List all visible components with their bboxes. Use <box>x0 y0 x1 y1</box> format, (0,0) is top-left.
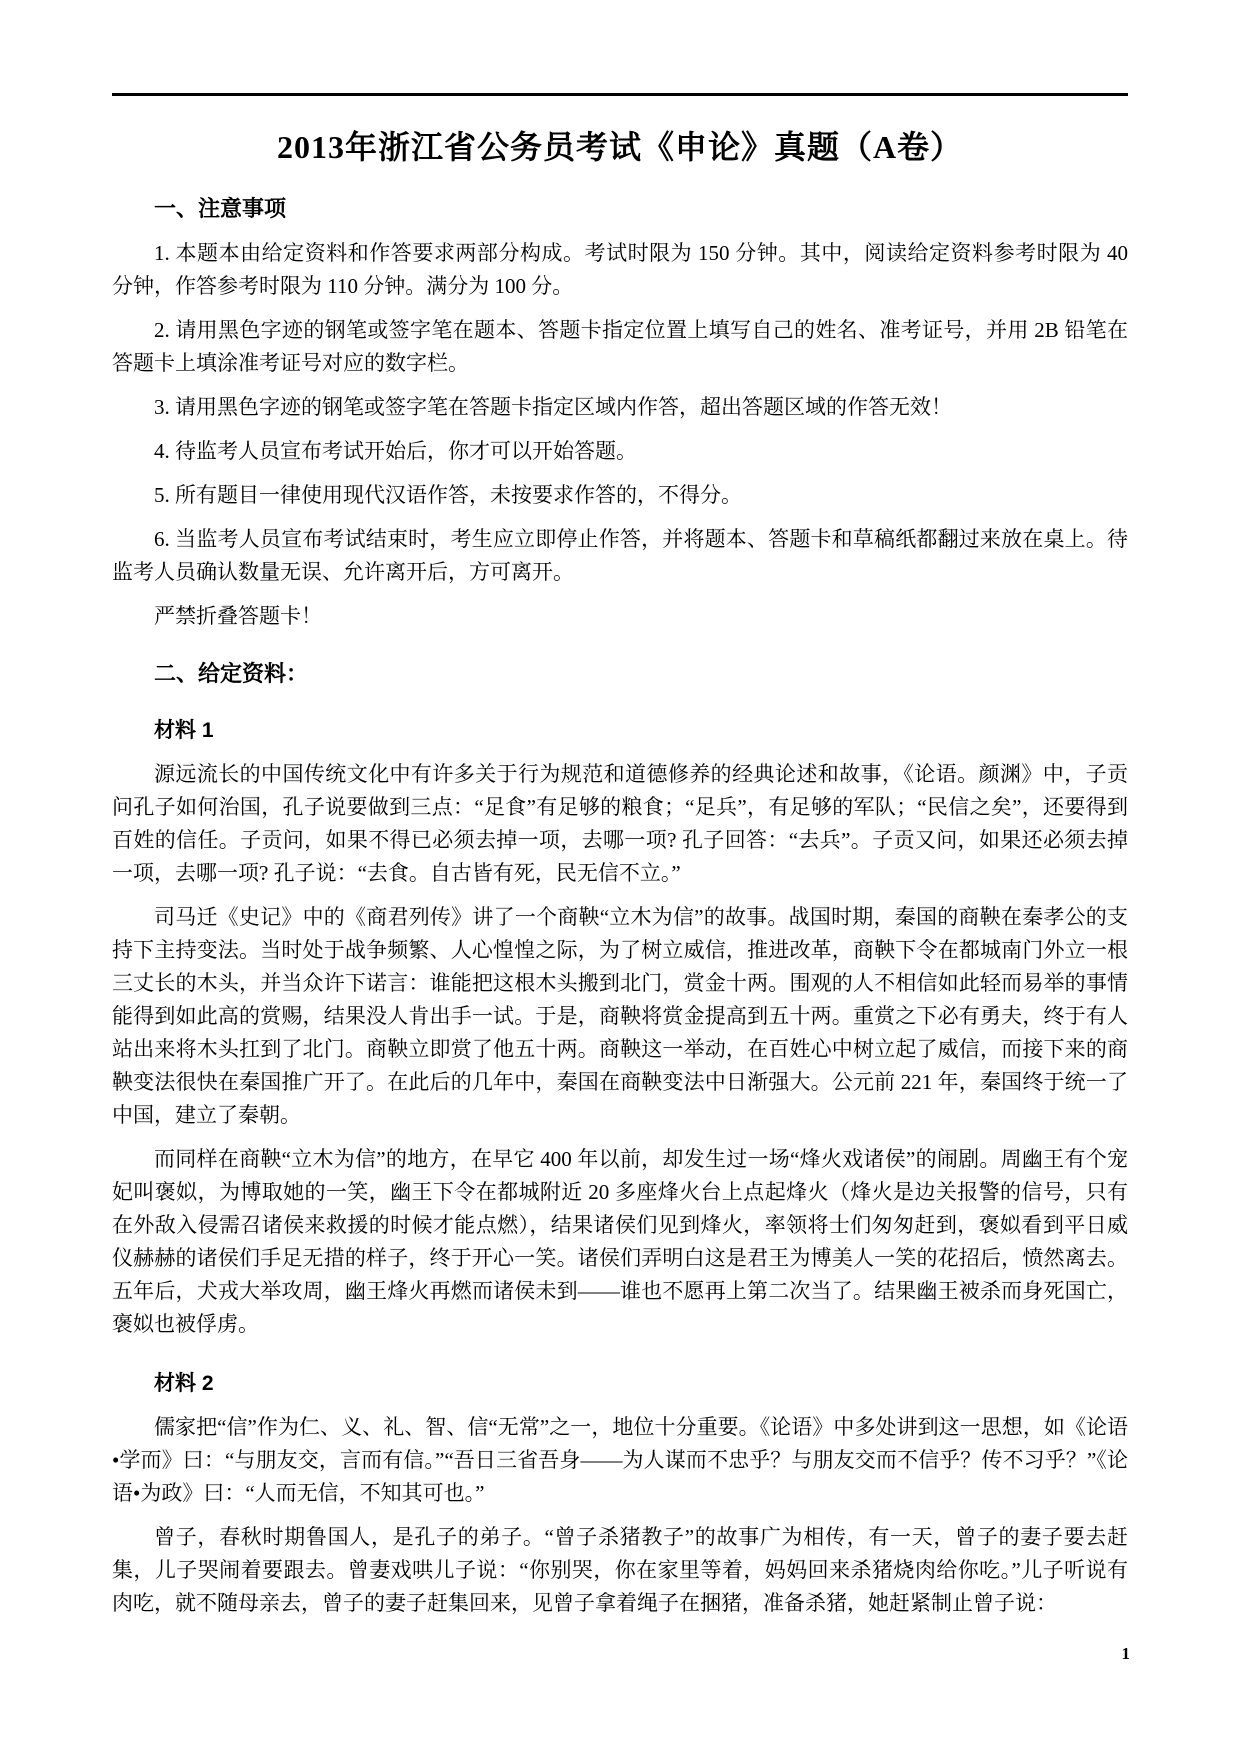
notice-item-5: 5. 所有题目一律使用现代汉语作答，未按要求作答的，不得分。 <box>154 483 742 507</box>
notice-item-6: 6. 当监考人员宣布考试结束时，考生应立即停止作答，并将题本、答题卡和草稿纸都翻过来放在桌上。待监考人员确认数量无误、允许离开后，方可离开。 <box>112 527 1128 584</box>
section-heading-notice: 一、注意事项 <box>154 196 287 221</box>
page-title: 2013年浙江省公务员考试《申论》真题（A卷） <box>276 129 964 165</box>
section-heading-materials: 二、给定资料： <box>154 661 309 686</box>
notice-item-1: 1. 本题本由给定资料和作答要求两部分构成。考试时限为 150 分钟。其中，阅读给定资料参考时限为 40 分钟，作答参考时限为 110 分钟。满分为 100 分。 <box>112 241 1128 298</box>
notice-item-4: 4. 待监考人员宣布考试开始后，你才可以开始答题。 <box>154 439 637 463</box>
material-2-label: 材料 2 <box>154 1372 214 1395</box>
material-2-paragraph-2: 曾子，春秋时期鲁国人，是孔子的弟子。“曾子杀猪教子”的故事广为相传，有一天，曾子的妻子要去赶集，儿子哭闹着要跟去。曾妻戏哄儿子说：“你别哭，你在家里等着，妈妈回来杀猪烧肉给你吃。”儿子听说有肉吃，就不随母亲去，曾子的妻子赶集回来，见曾子拿着绳子在捆猪，准备杀猪，她赶紧制止曾子说： <box>112 1525 1128 1615</box>
material-1-paragraph-3: 而同样在商鞅“立木为信”的地方，在早它 400 年以前，却发生过一场“烽火戏诸侯”的闹剧。周幽王有个宠妃叫褒姒，为博取她的一笑，幽王下令在都城附近 20 多座烽火台上点起烽火（烽火是边关报警的信号，只有在外敌入侵需召诸侯来救援的时候才能点燃），结果诸侯们见到烽火，率领将士们匆匆赶到，褒姒看到平日威仪赫赫的诸侯们手足无措的样子，终于开心一笑。诸侯们弄明白这是君王为博美人一笑的花招后，愤然离去。五年后，犬戎大举攻周，幽王烽火再燃而诸侯未到——谁也不愿再上第二次当了。结果幽王被杀而身死国亡，褒姒也被俘虏。 <box>112 1147 1128 1336</box>
header-rule <box>112 93 1128 96</box>
notice-item-2: 2. 请用黑色字迹的钢笔或签字笔在题本、答题卡指定位置上填写自己的姓名、准考证号，并用 2B 铅笔在答题卡上填涂准考证号对应的数字栏。 <box>112 318 1128 375</box>
material-2-paragraph-1: 儒家把“信”作为仁、义、礼、智、信“无常”之一，地位十分重要。《论语》中多处讲到这一思想，如《论语•学而》曰：“与朋友交，言而有信。”“吾日三省吾身——为人谋而不忠乎？与朋友交而不信乎？传不习乎？”《论语•为政》曰：“人而无信，不知其可也。” <box>112 1415 1128 1505</box>
material-1-paragraph-1: 源远流长的中国传统文化中有许多关于行为规范和道德修养的经典论述和故事，《论语。颜渊》中，子贡问孔子如何治国，孔子说要做到三点：“足食”有足够的粮食；“足兵”，有足够的军队；“民信之矣”，还要得到百姓的信任。子贡问，如果不得已必须去掉一项，去哪一项? 孔子回答：“去兵”。子贡又问，如果还必须去掉一项，去哪一项? 孔子说：“去食。自古皆有死，民无信不立。” <box>112 762 1128 885</box>
notice-item-3: 3. 请用黑色字迹的钢笔或签字笔在答题卡指定区域内作答，超出答题区域的作答无效！ <box>154 395 952 419</box>
material-1-label: 材料 1 <box>154 719 214 742</box>
notice-warning: 严禁折叠答题卡！ <box>154 604 322 628</box>
material-1-paragraph-2: 司马迁《史记》中的《商君列传》讲了一个商鞅“立木为信”的故事。战国时期，秦国的商鞅在秦孝公的支持下主持变法。当时处于战争频繁、人心惶惶之际，为了树立威信，推进改革，商鞅下令在都城南门外立一根三丈长的木头，并当众许下诺言：谁能把这根木头搬到北门，赏金十两。围观的人不相信如此轻而易举的事情能得到如此高的赏赐，结果没人肯出手一试。于是，商鞅将赏金提高到五十两。重赏之下必有勇夫，终于有人站出来将木头扛到了北门。商鞅立即赏了他五十两。商鞅这一举动，在百姓心中树立起了威信，而接下来的商鞅变法很快在秦国推广开了。在此后的几年中，秦国在商鞅变法中日渐强大。公元前 221 年，秦国终于统一了中国，建立了秦朝。 <box>112 905 1128 1127</box>
page-number: 1 <box>1121 1644 1130 1663</box>
